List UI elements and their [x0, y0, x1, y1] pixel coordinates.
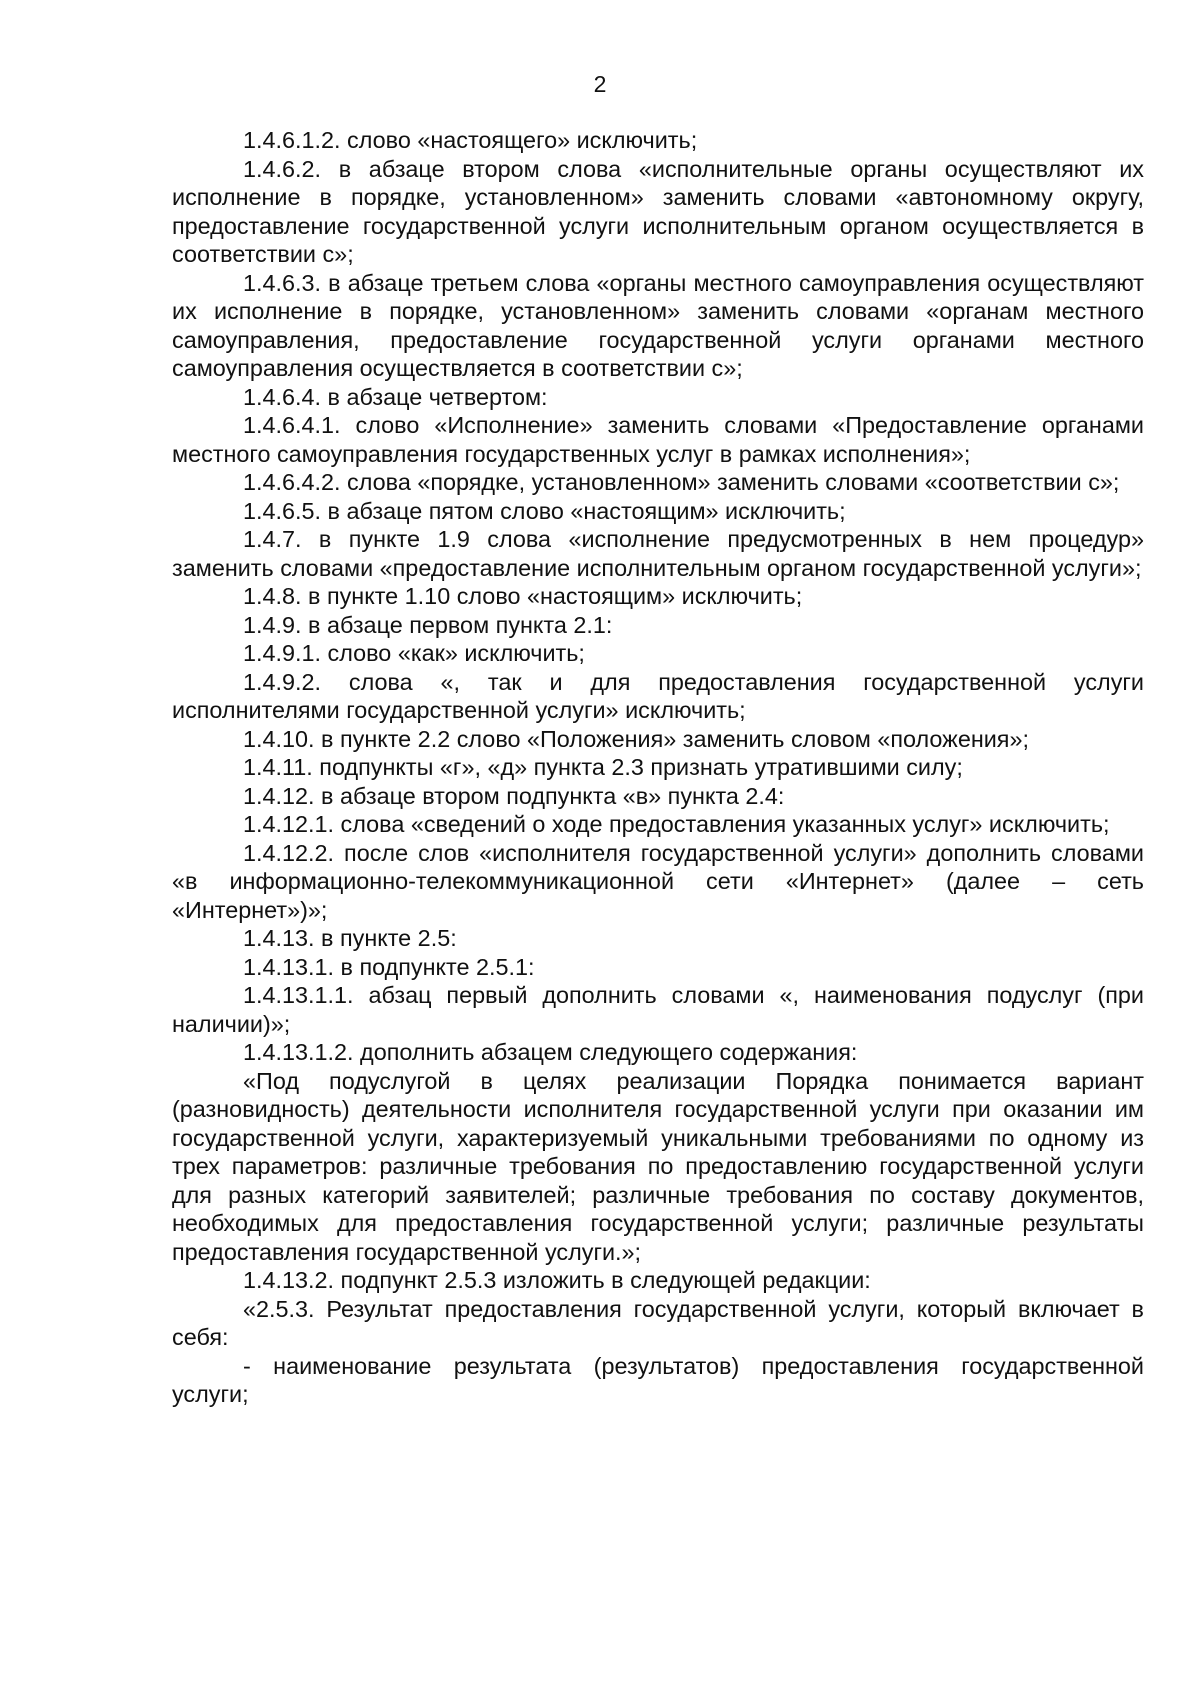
paragraph-1.4.9.2: 1.4.9.2. слова «, так и для предоставления государственной услуги исполнителями государственной услуги» исключить; — [172, 668, 1144, 723]
quoted-item-2.5.3: «2.5.3. Результат предоставления государственной услуги, который включает в себя: — [172, 1295, 1144, 1350]
paragraph-1.4.13.2: 1.4.13.2. подпункт 2.5.3 изложить в следующей редакции: — [243, 1267, 871, 1293]
paragraph-1.4.6.2: 1.4.6.2. в абзаце втором слова «исполнительные органы осуществляют их исполнение в порядке, установленном» заменить словами «автономному округу, предоставление государственной услуги исполнительным органом осуществляется в соответствии с»; — [172, 155, 1144, 267]
document-body — [172, 126, 1144, 1409]
paragraph-1.4.12.1: 1.4.12.1. слова «сведений о ходе предоставления указанных услуг» исключить; — [243, 811, 1110, 837]
paragraph-1.4.13.1.1: 1.4.13.1.1. абзац первый дополнить словами «, наименования подуслуг (при наличии)»; — [172, 982, 1144, 1037]
paragraph-1.4.6.4.1: 1.4.6.4.1. слово «Исполнение» заменить словами «Предоставление органами местного самоуправления государственных услуг в рамках исполнения»; — [172, 412, 1144, 467]
paragraph-1.4.12.2: 1.4.12.2. после слов «исполнителя государственной услуги» дополнить словами «в информационно-телекоммуникационной сети «Интернет» (далее – сеть «Интернет»)»; — [172, 839, 1144, 923]
paragraph-1.4.13.1.2: 1.4.13.1.2. дополнить абзацем следующего содержания: — [243, 1039, 858, 1065]
paragraph-1.4.10: 1.4.10. в пункте 2.2 слово «Положения» заменить словом «положения»; — [243, 725, 1029, 752]
paragraph-1.4.6.4: 1.4.6.4. в абзаце четвертом: — [243, 383, 548, 410]
page-number: 2 — [593, 71, 607, 97]
list-item-result-name: - наименование результата (результатов) предоставления государственной услуги; — [172, 1352, 1144, 1407]
paragraph-1.4.6.3: 1.4.6.3. в абзаце третьем слова «органы местного самоуправления осуществляют их исполнение в порядке, установленном» заменить словами «органам местного самоуправления, предоставление государственной услуги органами местного самоуправления осуществляется в соответствии с»; — [172, 269, 1144, 381]
paragraph-1.4.9.1: 1.4.9.1. слово «как» исключить; — [243, 640, 585, 666]
paragraph-1.4.6.4.2: 1.4.6.4.2. слова «порядке, установленном» заменить словами «соответствии с»; — [243, 469, 1120, 495]
paragraph-1.4.8: 1.4.8. в пункте 1.10 слово «настоящим» исключить; — [243, 583, 803, 609]
paragraph-1.4.7: 1.4.7. в пункте 1.9 слова «исполнение предусмотренных в нем процедур» заменить словами «предоставление исполнительным органом государственной услуги»; — [172, 526, 1144, 581]
paragraph-1.4.6.5: 1.4.6.5. в абзаце пятом слово «настоящим» исключить; — [243, 497, 846, 524]
paragraph-1.4.11: 1.4.11. подпункты «г», «д» пункта 2.3 признать утратившими силу; — [243, 754, 963, 780]
paragraph-1.4.13: 1.4.13. в пункте 2.5: — [243, 925, 457, 951]
quoted-subservice-definition: «Под подуслугой в целях реализации Порядка понимается вариант (разновидность) деятельности исполнителя государственной услуги при оказании им государственной услуги, характеризуемый уникальными требованиями по одному из трех параметров: различные требования по предоставлению государственной услуги для разных категорий заявителей; различные требования по составу документов, необходимых для предоставления государственной услуги; различные результаты предоставления государственной услуги.»; — [172, 1067, 1144, 1265]
paragraph-1.4.12: 1.4.12. в абзаце втором подпункта «в» пункта 2.4: — [243, 782, 785, 809]
paragraph-1.4.13.1: 1.4.13.1. в подпункте 2.5.1: — [243, 953, 535, 980]
paragraph-1.4.9: 1.4.9. в абзаце первом пункта 2.1: — [243, 611, 613, 638]
paragraph-1.4.6.1.2: 1.4.6.1.2. слово «настоящего» исключить; — [243, 127, 698, 153]
